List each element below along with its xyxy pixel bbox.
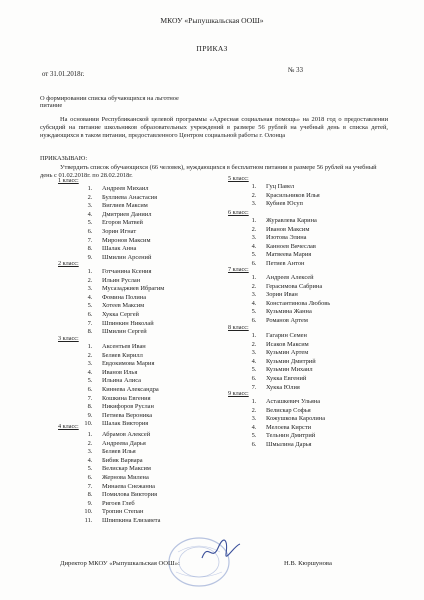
pupil-name: 2. Беляев Кирилл xyxy=(94,352,159,361)
pupil-name: 4. Кузьмин Дмитрий xyxy=(258,358,316,367)
class-list-6 xyxy=(238,217,317,269)
pupil-name: 7. Шпинкин Николай xyxy=(94,320,164,329)
pupil-name: 4. Бибик Варвара xyxy=(94,457,160,466)
pupil-name: 7. Минаева Снежанна xyxy=(94,483,160,492)
pupil-name: 5. Кузьмин Михаил xyxy=(258,366,316,375)
pupil-name: 1. Готчанина Ксения xyxy=(94,268,164,277)
class-label-8: 8 класс: xyxy=(228,324,249,331)
class-label-5: 5 класс: xyxy=(228,175,249,182)
pupil-name: 6. Хукка Сергей xyxy=(94,311,164,320)
pupil-name: 8. Шалак Анна xyxy=(94,245,157,254)
class-label-6: 6 класс: xyxy=(228,209,249,216)
pupil-name: 8. Помилова Виктория xyxy=(94,491,160,500)
pupil-name: 7. Хукка Юлия xyxy=(258,384,316,393)
document-title: ПРИКАЗ xyxy=(196,44,228,53)
class-list-2 xyxy=(74,268,164,337)
pupil-name: 8. Никифоров Руслан xyxy=(94,403,159,412)
director-signature xyxy=(198,536,244,566)
pupil-name: 4. Иванов Илья xyxy=(94,369,159,378)
pupil-name: 1. Асташкевич Ульяна xyxy=(258,398,325,407)
pupil-name: 4. Мелоева Кирсти xyxy=(258,424,325,433)
pupil-name: 3. Зорин Иван xyxy=(258,291,330,300)
class-label-4: 4 класс: xyxy=(58,423,79,430)
pupil-name: 5. Тельнин Дмитрий xyxy=(258,432,325,441)
pupil-name: 1. Журавлева Карина xyxy=(258,217,317,226)
pupil-name: 10. Шалак Виктория xyxy=(94,420,159,429)
pupil-name: 5. Ильина Алиса xyxy=(94,377,159,386)
pupil-name: 9. Петиева Вероника xyxy=(94,412,159,421)
pupil-name: 3. Кубиев Юсуп xyxy=(258,200,320,209)
class-label-1: 1 класс: xyxy=(58,177,79,184)
signature-name: Н.В. Кюршунова xyxy=(284,560,332,567)
pupil-name: 6. Шмылина Дарья xyxy=(258,441,325,450)
pupil-name: 10. Тропин Степан xyxy=(94,508,160,517)
order-number: № 33 xyxy=(288,67,303,74)
pupil-name: 6. Киннева Александра xyxy=(94,386,159,395)
pupil-name: 1. Гагарин Семен xyxy=(258,332,316,341)
class-label-7: 7 класс: xyxy=(228,266,249,273)
pupil-name: 3. Кожушкова Каролина xyxy=(258,415,325,424)
pupil-name: 9. Ригоев Глеб xyxy=(94,500,160,509)
pupil-name: 6. Романов Артем xyxy=(258,317,330,326)
class-list-1 xyxy=(74,185,157,262)
pupil-name: 6. Хукка Евгений xyxy=(258,375,316,384)
pupil-name: 3. Кузьмин Артем xyxy=(258,349,316,358)
pupil-name: 1. Гуц Павел xyxy=(258,183,320,192)
pupil-name: 6. Зорин Игнат xyxy=(94,228,157,237)
pupil-name: 5. Велискар Максим xyxy=(94,465,160,474)
pupil-name: 4. Константинова Любовь xyxy=(258,300,330,309)
pupil-name: 4. Фомина Полина xyxy=(94,294,164,303)
order-subject: О формировании списка обучающихся на льготное питание xyxy=(40,95,179,110)
class-list-3 xyxy=(74,343,159,429)
pupil-name: 6. Жернова Милена xyxy=(94,474,160,483)
pupil-name: 11. Шпипкина Елизавета xyxy=(94,517,160,526)
class-label-3: 3 класс: xyxy=(58,335,79,342)
signature-position: Директор МКОУ «Рыпушкальская ООШ»: xyxy=(60,560,180,567)
pupil-name: 2. Герасимова Сабрина xyxy=(258,283,330,292)
organization-name: МКОУ «Рыпушкальская ООШ» xyxy=(160,16,264,25)
pupil-name: 4. Канноев Вячеслав xyxy=(258,243,317,252)
pupil-name: 5. Хотеев Максим xyxy=(94,302,164,311)
pupil-name: 3. Беляев Илья xyxy=(94,448,160,457)
class-label-2: 2 класс: xyxy=(58,260,79,267)
pupil-name: 7. Кошкина Евгения xyxy=(94,395,159,404)
pupil-name: 1. Андреев Алексей xyxy=(258,274,330,283)
pupil-name: 2. Красильников Илья xyxy=(258,192,320,201)
pupil-name: 2. Ильин Руслан xyxy=(94,277,164,286)
pupil-name: 3. Виглиев Максим xyxy=(94,202,157,211)
pupil-name: 5. Матвеева Мария xyxy=(258,251,317,260)
class-list-9 xyxy=(238,398,325,450)
pupil-name: 7. Миронов Максим xyxy=(94,237,157,246)
pupil-name: 9. Шмилин Арсений xyxy=(94,254,157,263)
class-list-5 xyxy=(238,183,320,209)
approve-text: Утвердить список обучающихся (66 человек), нуждающихся в бесплатном питании в размере 56 рублей на учебный день с 01.02.2018г. по 28.02.2018г. xyxy=(40,164,377,179)
order-date: от 31.01.2018г. xyxy=(42,71,85,78)
class-list-8 xyxy=(238,332,316,392)
pupil-name: 1. Аксентьев Иван xyxy=(94,343,159,352)
pupil-name: 2. Исаков Максим xyxy=(258,341,316,350)
pupil-name: 4. Дмитриев Даниил xyxy=(94,211,157,220)
pupil-name: 2. Велискар Софья xyxy=(258,407,325,416)
pupil-name: 5. Егоров Матвей xyxy=(94,219,157,228)
class-label-9: 9 класс: xyxy=(228,390,249,397)
pupil-name: 1. Абрамов Алексей xyxy=(94,431,160,440)
order-directive: ПРИКАЗЫВАЮ: xyxy=(40,155,88,162)
pupil-name: 3. Евдокимова Мария xyxy=(94,360,159,369)
pupil-name: 1. Андреев Михаил xyxy=(94,185,157,194)
class-list-7 xyxy=(238,274,330,326)
order-basis-text: На основании Республиканской целевой программы «Адресная социальная помощь» на 2018 год о предоставлении субсидий на питание школьников образовательных учреждений в размере 56 рублей на учебный день в списка детей, нуждающихся в таком питании, предоставленного Центром социальной работы г. Олонца xyxy=(40,116,388,139)
pupil-name: 6. Петиев Антон xyxy=(258,260,317,269)
pupil-name: 2. Иванов Максим xyxy=(258,226,317,235)
pupil-name: 2. Андреева Дарья xyxy=(94,440,160,449)
pupil-name: 5. Кузьмина Жанна xyxy=(258,308,330,317)
pupil-name: 3. Изотова Элина xyxy=(258,234,317,243)
pupil-name: 3. Мусазаджиев Ибрагим xyxy=(94,285,164,294)
pupil-name: 8. Шмилин Сергей xyxy=(94,328,164,337)
pupil-name: 2. Буллиева Анастасия xyxy=(94,194,157,203)
class-list-4 xyxy=(74,431,160,526)
